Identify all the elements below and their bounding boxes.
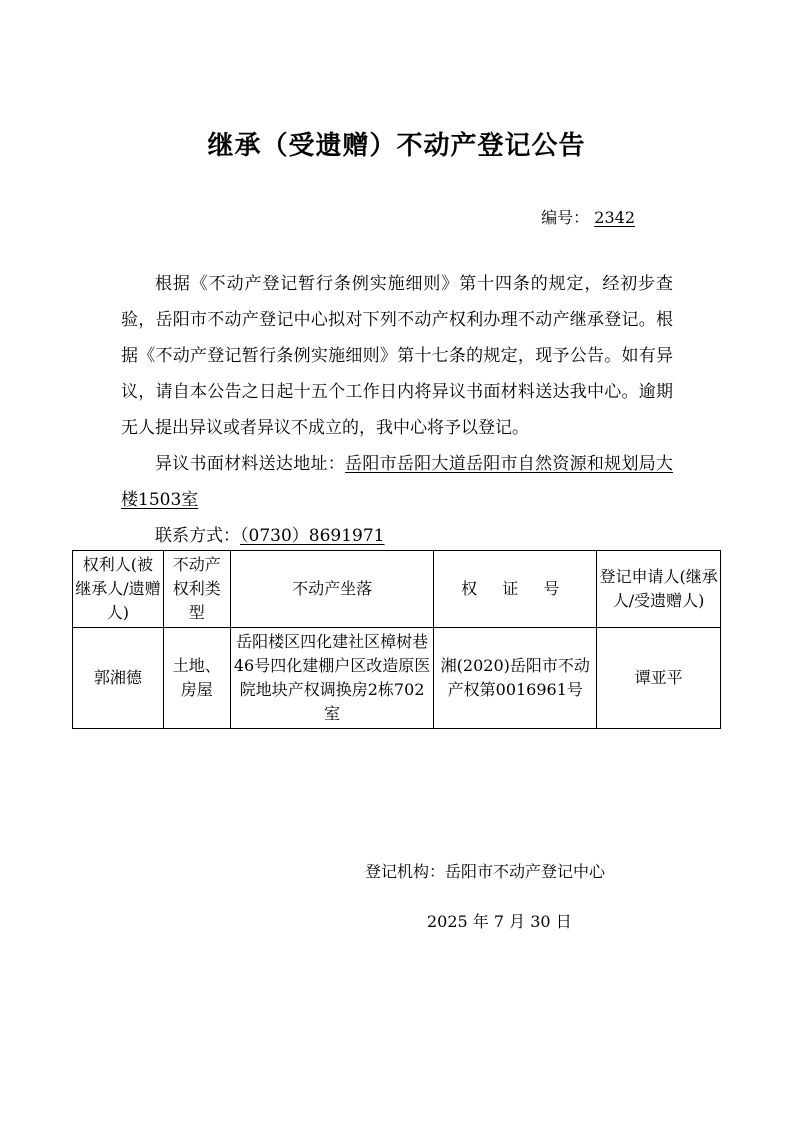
table-row: [73, 628, 721, 729]
cell-type: 土地、房屋: [163, 628, 230, 729]
contact-info: [121, 518, 673, 554]
header-location: 不动产坐落: [230, 551, 434, 628]
org-value: 岳阳市不动产登记中心: [445, 862, 606, 881]
doc-number-value: 2342: [594, 208, 635, 227]
registration-table: [72, 550, 721, 729]
objection-address-label: 异议书面材料送达地址：: [155, 454, 346, 474]
objection-address-value: 岳阳市岳阳大道岳阳市自然资源和规划局大楼1503室: [121, 454, 674, 510]
page-title: 继承（受遗赠）不动产登记公告: [207, 131, 586, 161]
announcement-paragraph: 根据《不动产登记暂行条例实施细则》第十四条的规定，经初步查验，岳阳市不动产登记中心拟对下列不动产权利办理不动产继承登记。根据《不动产登记暂行条例实施细则》第十七条的规定，现予公告。如有异议，请自本公告之日起十五个工作日内将异议书面材料送达我中心。逾期无人提出异议或者异议不成立的，我中心将予以登记。: [121, 274, 673, 438]
table-header-row: [73, 551, 721, 628]
header-owner: 权利人(被继承人/遗赠人): [73, 551, 164, 628]
announcement-date: 2025 年 7 月 30 日: [427, 912, 572, 931]
org-label: 登记机构：: [365, 862, 446, 881]
header-applicant: 登记申请人(继承人/受遗赠人): [597, 551, 721, 628]
doc-number-label: 编号：: [541, 208, 590, 227]
header-type: 不动产权利类型: [163, 551, 230, 628]
doc-number: [541, 206, 635, 230]
contact-label: 联系方式：: [155, 526, 240, 546]
header-cert: 权 证 号: [434, 551, 597, 628]
objection-address: [121, 446, 673, 518]
registration-org: [365, 860, 605, 884]
cell-cert: 湘(2020)岳阳市不动产权第0016961号: [434, 628, 597, 729]
contact-value: （0730）8691971: [240, 526, 385, 546]
cell-applicant: 谭亚平: [597, 628, 721, 729]
announcement-body: [121, 266, 673, 554]
cell-location: 岳阳楼区四化建社区樟树巷46号四化建棚户区改造原医院地块产权调换房2栋702室: [230, 628, 434, 729]
cell-owner: 郭湘德: [73, 628, 164, 729]
